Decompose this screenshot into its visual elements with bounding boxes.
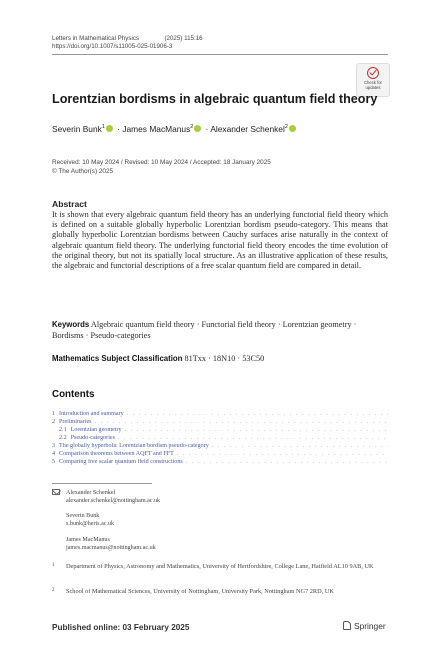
coauthor-contact: [66, 536, 156, 552]
orcid-icon[interactable]: [289, 125, 296, 132]
author-list: [52, 124, 298, 134]
toc-number: 3: [52, 442, 56, 449]
header-rule: [52, 54, 388, 55]
toc-leader: [125, 427, 388, 433]
doi-link[interactable]: https://doi.org/10.1007/s11005-025-01906-3: [52, 43, 173, 50]
keywords: [52, 320, 388, 341]
toc-number: 1: [52, 411, 56, 417]
subject-classification: [52, 354, 264, 363]
author-name: James MacManus: [122, 124, 191, 134]
separator: ·: [205, 124, 211, 134]
toc-number: 5: [52, 458, 56, 465]
toc-label: Preliminaries: [59, 418, 92, 425]
msc-codes: 81Txx · 18N10 · 53C50: [184, 354, 265, 363]
keywords-label: Keywords: [52, 320, 90, 329]
toc-item-preliminaries[interactable]: [52, 419, 388, 427]
toc-label: Comparing free scalar quantum field constructions: [59, 458, 183, 465]
toc-label: Comparison theorems between AQFT and FFT: [59, 450, 174, 457]
check-icon: [367, 67, 379, 79]
affiliation: [52, 563, 388, 581]
contact-email[interactable]: s.bunk@herts.ac.uk: [66, 521, 115, 527]
coauthor-contact: [66, 512, 114, 528]
springer-horse-icon: [343, 621, 351, 630]
footnote-rule: [52, 483, 152, 484]
affiliation: [52, 588, 388, 606]
journal-name: Letters in Mathematical Physics: [52, 35, 140, 42]
toc-number: 4: [52, 450, 56, 457]
toc-item-lorentzian-geometry[interactable]: [52, 427, 388, 435]
toc-item-free-scalar[interactable]: [52, 459, 388, 467]
table-of-contents: [52, 411, 388, 467]
abstract-heading: Abstract: [52, 199, 87, 209]
keywords-text: Algebraic quantum field theory · Functorial field theory · Lorentzian geometry · Bordisms · Pseudo-categories: [52, 320, 357, 340]
contact-name: Severin Bunk: [66, 513, 100, 519]
affiliation-text: School of Mathematical Sciences, University of Nottingham, University Park, Nottingham NG7 2RD, UK: [66, 588, 334, 595]
abstract-body: It is shown that every algebraic quantum field theory has an underlying functorial field theory which is defined on a suitable globally hyperbolic Lorentzian bordism pseudo-category. This means that globally hyperbolic Lorentzian bordisms between Cauchy surfaces arise naturally in the context of algebraic quantum field theory. The underlying functorial field theory encodes the time evolution of the original theory, but not its spatially local structure. As an illustrative application of these results, the algebraic and functorial descriptions of a free scalar quantum field are compared in detail.: [52, 210, 388, 271]
author-affiliation-mark: 2: [284, 124, 288, 131]
toc-number: 2.1: [59, 426, 67, 433]
author-name: Alexander Schenkel: [210, 124, 285, 134]
volume-line: (2025) 115:16: [164, 35, 203, 42]
toc-leader: [186, 459, 388, 465]
toc-number: 2: [52, 418, 56, 425]
toc-label: Pseudo-categories: [70, 434, 115, 441]
toc-leader: [127, 411, 388, 417]
separator: ·: [117, 124, 123, 134]
toc-number: 2.2: [59, 434, 67, 441]
corresponding-author: [66, 489, 160, 505]
affiliation-number: 2: [52, 588, 55, 593]
toc-leader: [212, 443, 388, 449]
contents-heading: Contents: [52, 389, 95, 400]
contact-name: Alexander Schenkel: [66, 490, 116, 496]
toc-label: The globally hyperbolic Lorentzian bordism pseudo-category: [59, 442, 209, 449]
received-revised-accepted: Received: 10 May 2024 / Revised: 10 May 2024 / Accepted: 18 January 2025: [52, 159, 271, 166]
toc-item-bordism-pseudo-category[interactable]: [52, 443, 388, 451]
author-affiliation-mark: 2: [190, 124, 194, 131]
toc-item-intro[interactable]: [52, 411, 388, 419]
author-affiliation-mark: 1: [101, 124, 105, 131]
msc-label: Mathematics Subject Classification: [52, 354, 183, 363]
published-online: Published online: 03 February 2025: [52, 623, 190, 632]
toc-item-pseudo-categories[interactable]: [52, 435, 388, 443]
author-name: Severin Bunk: [52, 124, 102, 134]
contact-email[interactable]: alexander.schenkel@nottingham.ac.uk: [66, 498, 161, 504]
toc-leader: [177, 451, 388, 457]
envelope-icon: [52, 489, 60, 495]
history-dates: [52, 158, 271, 176]
toc-leader: [95, 419, 388, 425]
contact-email[interactable]: james.macmanus@nottingham.ac.uk: [66, 545, 156, 551]
badge-line2: updates: [365, 85, 381, 90]
journal-line: [52, 35, 203, 42]
contact-name: James MacManus: [66, 537, 110, 543]
orcid-icon[interactable]: [106, 125, 113, 132]
affiliation-number: 1: [52, 563, 55, 568]
affiliation-text: Department of Physics, Astronomy and Mathematics, University of Hertfordshire, College Lane, Hatfield AL10 9AB, UK: [66, 563, 374, 570]
paper-title: Lorentzian bordisms in algebraic quantum field theory: [52, 92, 378, 106]
publisher-name: Springer: [354, 621, 386, 631]
toc-label: Introduction and summary: [59, 411, 124, 417]
publisher-logo: [343, 621, 386, 631]
toc-label: Lorentzian geometry: [70, 426, 122, 433]
toc-leader: [118, 435, 388, 441]
badge-line1: Check for: [364, 80, 382, 85]
orcid-icon[interactable]: [194, 125, 201, 132]
copyright-line: © The Author(s) 2025: [52, 168, 114, 175]
toc-item-comparison-theorems[interactable]: [52, 451, 388, 459]
